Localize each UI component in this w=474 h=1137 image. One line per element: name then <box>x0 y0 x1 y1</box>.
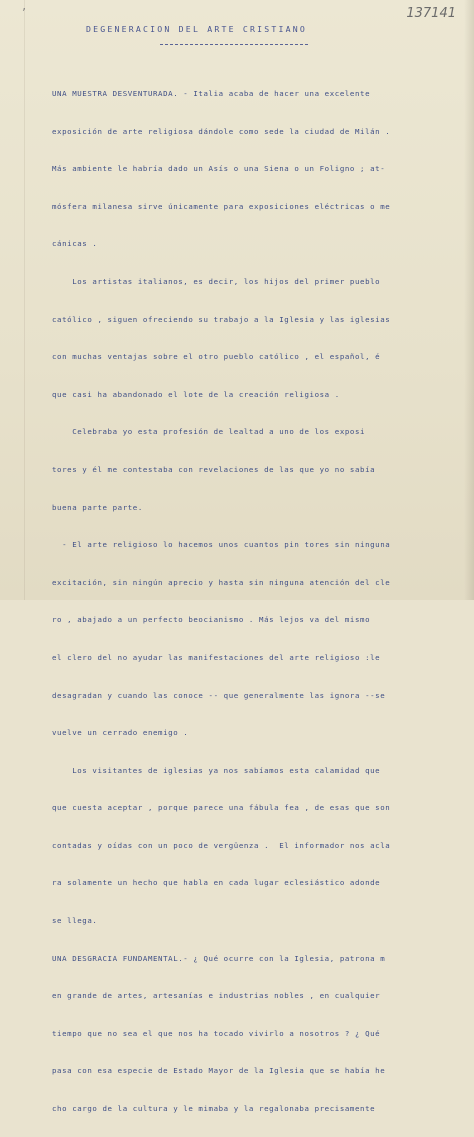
text-line: contadas y oídas con un poco de vergüenza . El informador nos acla <box>52 840 391 850</box>
archive-number: 137141 <box>406 6 456 21</box>
text-line: tiempo que no sea el que nos ha tocado vivirlo a nosotros ? ¿ Qué <box>52 1028 381 1038</box>
text-line: excitación, sin ningún aprecio y hasta sin ninguna atención del cle <box>52 577 391 587</box>
text-line: que cuesta aceptar , porque parece una fábula fea , de esas que son <box>52 803 391 813</box>
page-edge-shade <box>464 0 474 600</box>
text-line: el clero del no ayudar las manifestaciones del arte religioso :le <box>52 652 381 662</box>
text-line: ro , abajado a un perfecto beocianismo . Más lejos va del mismo <box>52 615 371 625</box>
text-line: ra solamente un hecho que habla en cada lugar eclesiástico adonde <box>52 878 381 888</box>
text-line: cho cargo de la cultura y le mimaba y la regalonaba precisamente <box>52 1104 376 1114</box>
text-line: Los visitantes de iglesias ya nos sabíamos esta calamidad que <box>52 765 381 775</box>
document-title: DEGENERACION DEL ARTE CRISTIANO <box>86 24 308 34</box>
document-body <box>52 66 462 1137</box>
text-line: que casi ha abandonado el lote de la creación religiosa . <box>52 389 340 399</box>
text-line: mósfera milanesa sirve únicamente para exposiciones eléctricas o me <box>52 201 391 211</box>
text-line: con muchas ventajas sobre el otro pueblo católico , el español, é <box>52 352 381 362</box>
margin-shadow <box>24 0 25 600</box>
text-line: pasa con esa especie de Estado Mayor de la Iglesia que se había he <box>52 1066 386 1076</box>
text-line: se llega. <box>52 916 98 926</box>
text-line: en grande de artes, artesanías e industrias nobles , en cualquier <box>52 991 381 1001</box>
text-line: vuelve un cerrado enemigo . <box>52 728 189 738</box>
text-line: exposición de arte religiosa dándole como sede la ciudad de Milán . <box>52 126 391 136</box>
text-line: UNA MUESTRA DESVENTURADA. - Italia acaba de hacer una excelente <box>52 89 371 98</box>
text-line: Los artistas italianos, es decir, los hijos del primer pueblo <box>52 276 381 286</box>
text-line: católico , siguen ofreciendo su trabajo a la Iglesia y las iglesias <box>52 314 391 324</box>
text-line: - El arte religioso lo hacemos unos cuantos pin tores sin ninguna <box>52 540 391 550</box>
text-line: buena parte parte. <box>52 502 143 512</box>
text-line: tores y él me contestaba con revelaciones de las que yo no sabía <box>52 464 376 474</box>
corner-mark: ’ <box>22 6 26 20</box>
text-line: Más ambiente le habría dado un Asís o una Siena o un Foligno ; at- <box>52 164 386 174</box>
text-line: Celebraba yo esta profesión de lealtad a uno de los exposi <box>52 427 366 437</box>
title-underline <box>160 44 308 45</box>
text-line: desagradan y cuando las conoce -- que generalmente las ignora --se <box>52 690 386 700</box>
text-line: cánicas . <box>52 239 98 249</box>
text-line: UNA DESGRACIA FUNDAMENTAL.- ¿ Qué ocurre con la Iglesia, patrona m <box>52 953 386 963</box>
